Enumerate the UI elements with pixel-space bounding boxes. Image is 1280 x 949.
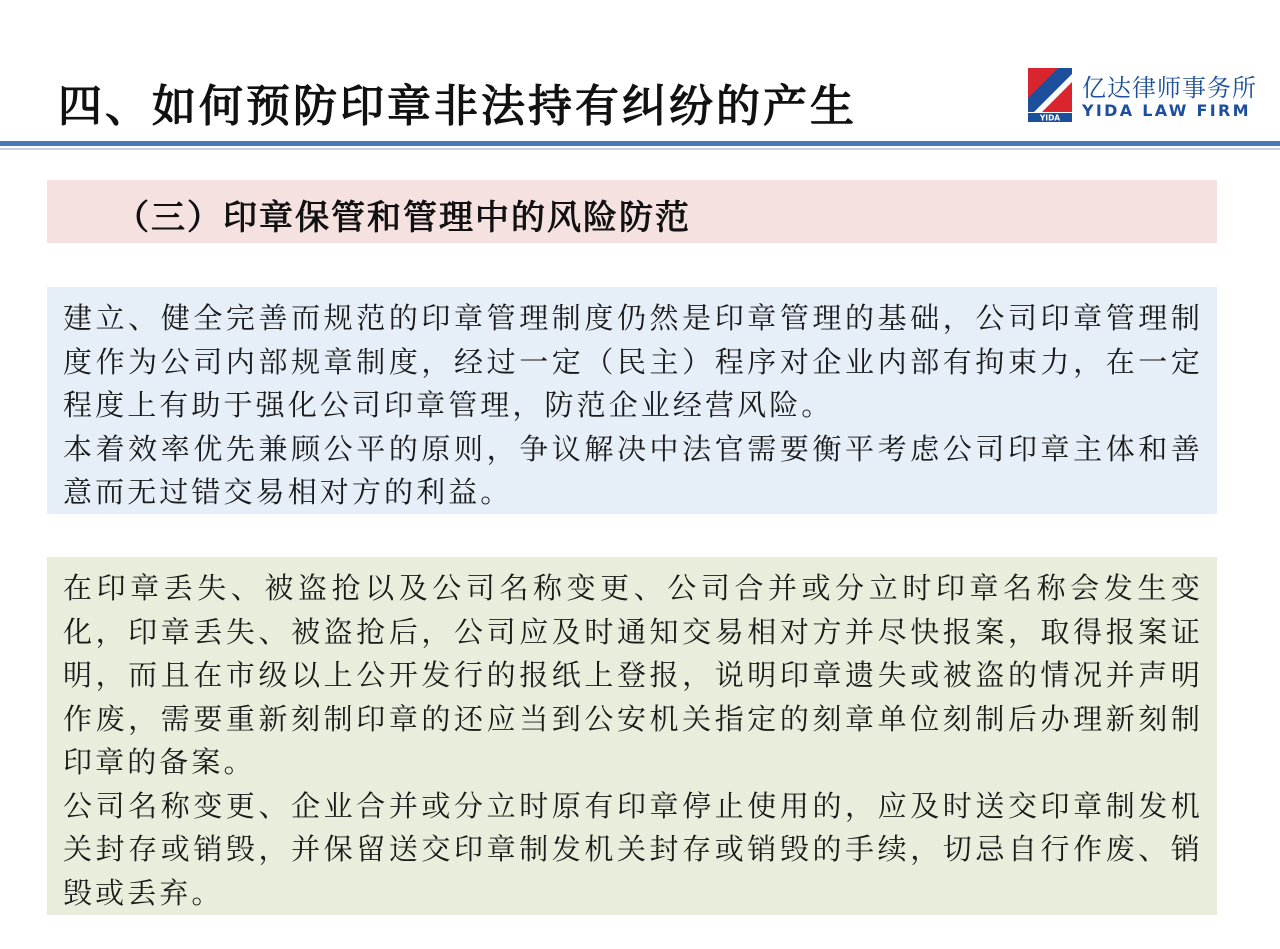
law-firm-logo-icon bbox=[1028, 68, 1072, 122]
paragraph: 建立、健全完善而规范的印章管理制度仍然是印章管理的基础，公司印章管理制度作为公司内部规章制度，经过一定（民主）程序对企业内部有拘束力，在一定程度上有助于强化公司印章管理，防范企业经营风险。 bbox=[63, 301, 1203, 422]
section-heading-bar bbox=[47, 180, 1217, 243]
logo-name-english: YIDA LAW FIRM bbox=[1082, 101, 1251, 120]
paragraph: 公司名称变更、企业合并或分立时原有印章停止使用的，应及时送交印章制发机关封存或销毁，并保留送交印章制发机关封存或销毁的手续，切忌自行作废、销毁或丢弃。 bbox=[63, 788, 1203, 910]
logo-mark-text: YIDA bbox=[1039, 113, 1061, 122]
paragraph: 在印章丢失、被盗抢以及公司名称变更、公司合并或分立时印章名称会发生变化，印章丢失、被盗抢后，公司应及时通知交易相对方并尽快报案，取得报案证明，而且在市级以上公开发行的报纸上登报，说明印章遗失或被盗的情况并声明作废，需要重新刻制印章的还应当到公安机关指定的刻章单位刻制后办理新刻制印章的备案。 bbox=[63, 571, 1203, 779]
law-firm-logo bbox=[1028, 68, 1258, 124]
seal-loss-handling-box bbox=[47, 557, 1217, 915]
section-heading: （三）印章保管和管理中的风险防范 bbox=[115, 198, 691, 238]
header-divider bbox=[0, 141, 1280, 146]
paragraph: 本着效率优先兼顾公平的原则，争议解决中法官需要衡平考虑公司印章主体和善意而无过错交易相对方的利益。 bbox=[63, 431, 1203, 509]
page-title: 四、如何预防印章非法持有纠纷的产生 bbox=[58, 81, 857, 132]
header-divider-shadow bbox=[0, 148, 1280, 150]
logo-name-chinese: 亿达律师事务所 bbox=[1082, 74, 1257, 102]
management-system-box bbox=[47, 287, 1217, 514]
